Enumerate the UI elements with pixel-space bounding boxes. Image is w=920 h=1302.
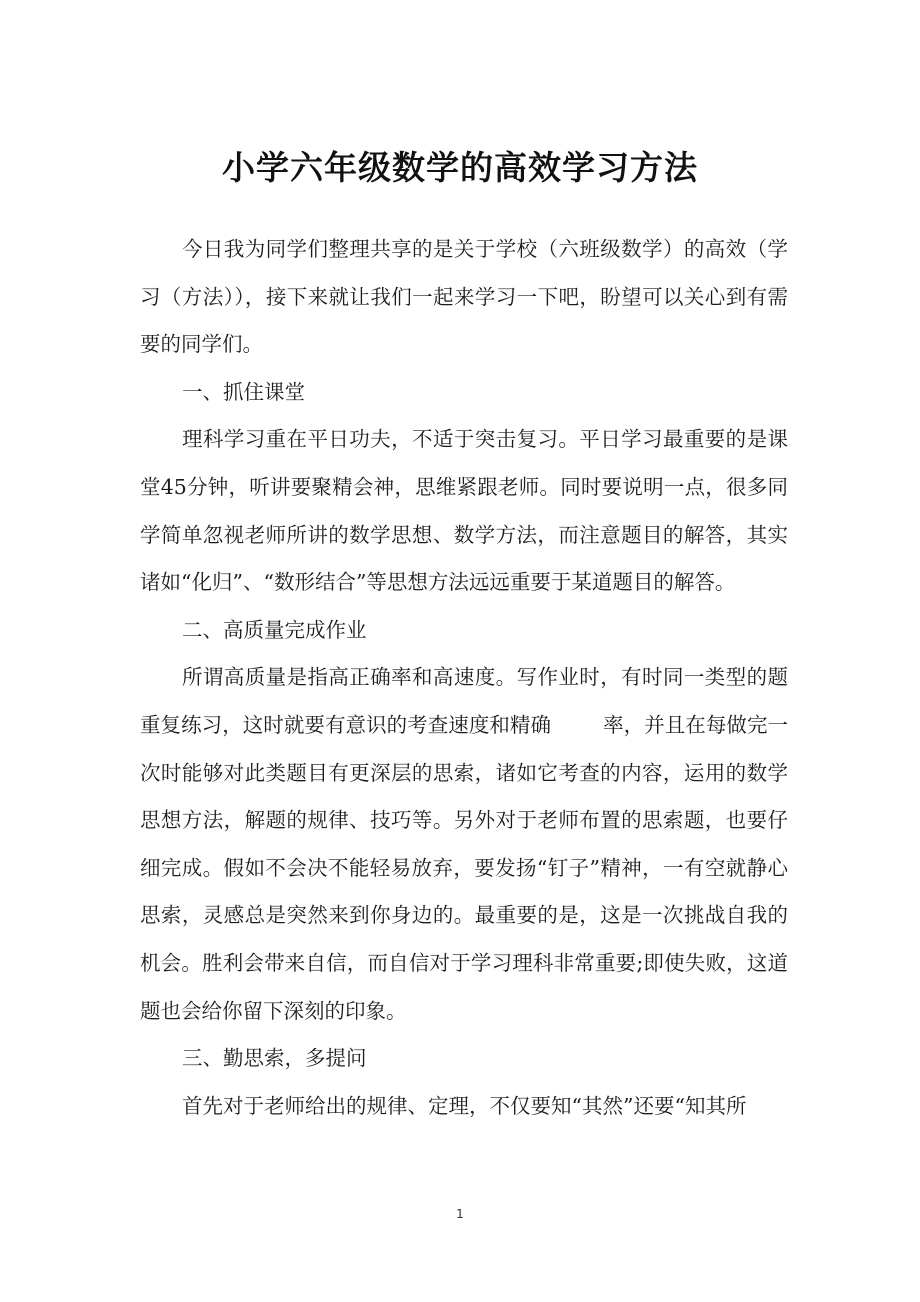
section-3-paragraph: 首先对于老师给出的规律、定理，不仅要知“其然”还要“知其所 [182, 1093, 747, 1118]
section-heading-1: 一、抓住课堂 [182, 379, 305, 404]
intro-paragraph: 今日我为同学们整理共享的是关于学校（六班级数学）的高效（学习（方法）），接下来就让我们一起来学习一下吧，盼望可以关心到有需要的同学们。 [140, 237, 788, 357]
document-title: 小学六年级数学的高效学习方法 [222, 148, 698, 187]
document-body [140, 226, 788, 1130]
section-1-paragraph: 理科学习重在平日功夫，不适于突击复习。平日学习最重要的是课堂45分钟，听讲要聚精会神，思维紧跟老师。同时要说明一点，很多同学简单忽视老师所讲的数学思想、数学方法，而注意题目的解答，其实诸如“化归”、“数形结合”等思想方法远远重要于某道题目的解答。 [140, 427, 788, 595]
section-heading-3: 三、勤思索，多提问 [182, 1046, 367, 1071]
section-heading-2: 二、高质量完成作业 [182, 617, 367, 642]
section-2-text-after: 率，并且在每做完一次时能够对此类题目有更深层的思索，诸如它考查的内容，运用的数学思想方法，解题的规律、技巧等。另外对于老师布置的思索题，也要仔细完成。假如不会决不能轻易放弃，要发扬“钉子”精神，一有空就静心思索，灵感总是突然来到你身边的。最重要的是，这是一次挑战自我的机会。胜利会带来自信，而自信对于学习理科非常重要;即使失败，这道题也会给你留下深刻的印象。 [140, 712, 789, 1023]
page-number: 1 [456, 1207, 464, 1221]
section-2-text-before: 所谓高质量是指高正确率和高速度。写作业时，有时同一类型的题重复练习，这时就要有意识的考查速度和精确 [140, 665, 788, 737]
section-2-paragraph [140, 654, 788, 1035]
